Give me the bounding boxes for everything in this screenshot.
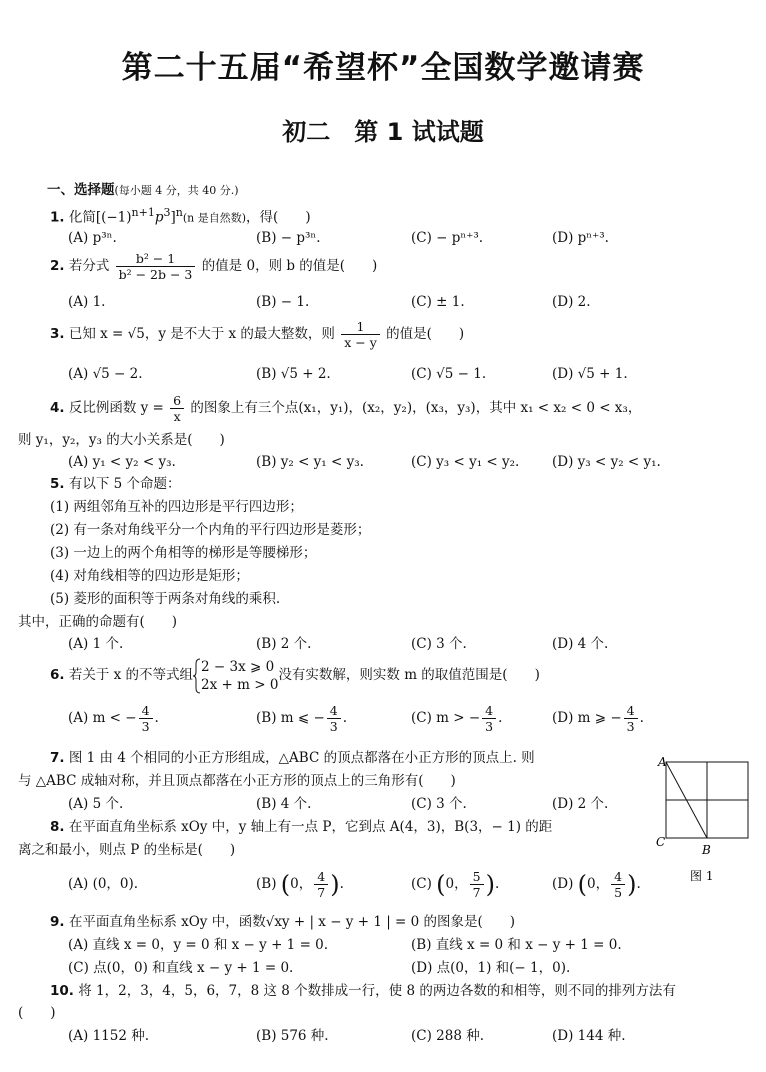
q10-option-c: (C) 288 种. (411, 1028, 485, 1044)
q2-option-b: (B) − 1. (256, 294, 310, 310)
q3-option-a: (A) √5 − 2. (68, 366, 143, 382)
q9-option-c: (C) 点(0，0) 和直线 x − y + 1 = 0. (68, 960, 294, 976)
q10-option-b: (B) 576 种. (256, 1028, 329, 1044)
figure-1 (652, 752, 762, 892)
fraction-numerator: 4 (611, 869, 625, 885)
q8-option-b: (B) (0， $\frac{4}{7}$ ). (256, 869, 344, 900)
q9-option-d: (D) 点(0，1) 和(− 1，0). (411, 960, 571, 976)
option-fraction (624, 703, 638, 734)
figure-caption: 图 1 (690, 869, 714, 883)
q5-item-1: (1) 两组邻角互补的四边形是平行四边形； (50, 499, 303, 515)
fraction-numerator: b² − 1 (116, 251, 196, 267)
q1-text-d: ，得( ) (246, 209, 311, 226)
question-number: 2. (50, 258, 65, 274)
q1-note: (n 是自然数) (182, 211, 247, 225)
exam-subtitle: 初二 第 1 试试题 (282, 118, 484, 146)
q8-line2: 离之和最小，则点 P 的坐标是( ) (18, 842, 236, 858)
q7-option-c: (C) 3 个. (411, 796, 467, 812)
question-1 (50, 203, 311, 229)
question-number: 7. (50, 750, 65, 766)
figure-label-c: C (656, 835, 666, 849)
q7-option-d: (D) 2 个. (552, 796, 609, 812)
q5-ask: 其中，正确的命题有( ) (18, 614, 178, 630)
q6-option-d: (D) m ⩾ − $\frac{4}{3}$ . (552, 703, 644, 734)
question-number: 3. (50, 326, 65, 342)
q1-option-a: (A) p³ⁿ. (68, 230, 117, 246)
q4-line2: 则 y₁，y₂，y₃ 的大小关系是( ) (18, 432, 225, 448)
q1-sup1: n+1 (131, 206, 155, 219)
question-number: 5. (50, 476, 65, 492)
q1-option-c: (C) − pⁿ⁺³. (411, 230, 484, 246)
q7-line1: 图 1 由 4 个相同的小正方形组成，△ABC 的顶点都落在小正方形的顶点上. 则 (68, 750, 535, 766)
fraction-denominator: 3 (626, 719, 635, 734)
q1-option-b: (B) − p³ⁿ. (256, 230, 321, 246)
fraction-denominator: 3 (485, 719, 494, 734)
grid-triangle-figure (652, 752, 762, 888)
q7-option-b: (B) 4 个. (256, 796, 312, 812)
section-note: (每小题 4 分，共 40 分.) (114, 184, 239, 197)
q4-fraction (170, 393, 184, 424)
q10-option-d: (D) 144 种. (552, 1028, 626, 1044)
option-fraction (327, 703, 341, 734)
q1-sup3: n (175, 206, 183, 219)
left-brace-icon (193, 658, 201, 694)
q1-option-d: (D) pⁿ⁺³. (552, 230, 609, 246)
q10-line2: ( ) (18, 1005, 56, 1021)
q6-system (201, 658, 278, 694)
option-fraction (611, 869, 625, 900)
question-7 (50, 748, 535, 768)
question-number: 6. (50, 667, 65, 683)
q2-option-d: (D) 2. (552, 294, 591, 310)
q2-fraction (116, 251, 196, 282)
question-8 (50, 817, 552, 837)
q5-intro: 有以下 5 个命题： (68, 476, 181, 492)
q6-post: 没有实数解，则实数 m 的取值范围是( ) (278, 667, 540, 683)
q7-line2: 与 △ABC 成轴对称，并且顶点都落在小正方形的顶点上的三角形有( ) (18, 773, 456, 789)
option-fraction (139, 703, 153, 734)
question-6 (50, 656, 540, 694)
question-number: 4. (50, 400, 65, 416)
q5-option-c: (C) 3 个. (411, 636, 467, 652)
fraction-denominator: 5 (614, 885, 623, 900)
q3-fraction (341, 319, 380, 350)
q4-option-a: (A) y₁ < y₂ < y₃. (68, 454, 176, 470)
q6-option-c: (C) m > − $\frac{4}{3}$ . (411, 703, 503, 734)
q2-pre: 若分式 (68, 258, 110, 274)
question-9 (50, 912, 515, 932)
q4-option-c: (C) y₃ < y₁ < y₂. (411, 454, 520, 470)
fraction-numerator: 5 (470, 869, 484, 885)
q1-text-a: 化简[(−1) (68, 209, 132, 226)
question-10 (50, 981, 676, 1001)
q4-option-d: (D) y₃ < y₂ < y₁. (552, 454, 661, 470)
exam-title: 第二十五届“希望杯”全国数学邀请赛 (121, 50, 645, 86)
question-2 (50, 250, 377, 282)
q10-line1: 将 1，2，3，4，5，6，7，8 这 8 个数排成一行，使 8 的两边各数的和相等，则不同的排列方法有 (78, 983, 676, 999)
q8-line1: 在平面直角坐标系 xOy 中，y 轴上有一点 P，它到点 A(4，3)，B(3，− 1) 的距 (68, 819, 553, 835)
fraction-numerator: 4 (327, 703, 341, 719)
q6-option-a: (A) m < − $\frac{4}{3}$ . (68, 703, 159, 734)
q6-option-b: (B) m ⩽ − $\frac{4}{3}$ . (256, 703, 348, 734)
option-fraction (482, 703, 496, 734)
fraction-denominator: x − y (344, 335, 377, 350)
fraction-numerator: 4 (314, 869, 328, 885)
fraction-denominator: 7 (317, 885, 326, 900)
q5-option-a: (A) 1 个. (68, 636, 124, 652)
option-text: (A) m < − (68, 710, 137, 726)
q3-option-c: (C) √5 − 1. (411, 366, 487, 382)
q1-text-b: p (154, 209, 164, 226)
q5-option-d: (D) 4 个. (552, 636, 609, 652)
fraction-numerator: 4 (482, 703, 496, 719)
option-fraction (470, 869, 484, 900)
question-number: 10. (50, 983, 74, 999)
option-text: (D) m ⩾ − (552, 710, 622, 726)
option-text: (B) m ⩽ − (256, 710, 325, 726)
q6-row1: 2 − 3x ⩾ 0 (201, 658, 275, 675)
q6-pre: 若关于 x 的不等式组 (68, 667, 194, 683)
q2-post: 的值是 0，则 b 的值是( ) (201, 258, 378, 274)
q6-row2: 2x + m > 0 (201, 676, 279, 693)
question-3 (50, 318, 464, 350)
question-4 (50, 392, 641, 424)
q7-option-a: (A) 5 个. (68, 796, 124, 812)
q4-option-b: (B) y₂ < y₁ < y₃. (256, 454, 364, 470)
q5-item-4: (4) 对角线相等的四边形是矩形； (50, 568, 249, 584)
q9-option-a: (A) 直线 x = 0，y = 0 和 x − y + 1 = 0. (68, 937, 329, 953)
fraction-numerator: 4 (139, 703, 153, 719)
section-label: 一、选择题 (47, 182, 115, 198)
q5-item-5: (5) 菱形的面积等于两条对角线的乘积. (50, 591, 281, 607)
q3-option-d: (D) √5 + 1. (552, 366, 628, 382)
fraction-denominator: 3 (141, 719, 150, 734)
q5-item-3: (3) 一边上的两个角相等的梯形是等腰梯形； (50, 545, 317, 561)
q8-option-a: (A) (0，0). (68, 876, 139, 892)
section-header (47, 180, 239, 201)
option-text: (C) m > − (411, 710, 481, 726)
q3-pre: 已知 x = √5，y 是不大于 x 的最大整数，则 (68, 326, 335, 342)
option-text: (D) (552, 876, 574, 892)
fraction-numerator: 6 (170, 393, 184, 409)
fraction-denominator: 7 (472, 885, 481, 900)
question-number: 8. (50, 819, 65, 835)
q8-option-d: (D) (0， $\frac{4}{5}$ ). (552, 869, 641, 900)
q2-option-a: (A) 1. (68, 294, 106, 310)
q10-option-a: (A) 1152 种. (68, 1028, 150, 1044)
q3-option-b: (B) √5 + 2. (256, 366, 331, 382)
fraction-denominator: b² − 2b − 3 (118, 267, 193, 282)
figure-label-a: A (658, 755, 667, 769)
fraction-denominator: x (173, 409, 181, 424)
q3-post: 的值是( ) (386, 326, 465, 342)
q5-item-2: (2) 有一条对角线平分一个内角的平行四边形是菱形； (50, 522, 371, 538)
q2-option-c: (C) ± 1. (411, 294, 465, 310)
q8-option-c: (C) (0， $\frac{5}{7}$ ). (411, 869, 500, 900)
question-5 (50, 474, 181, 494)
q1-text-c: ] (170, 209, 176, 226)
q9-option-b: (B) 直线 x = 0 和 x − y + 1 = 0. (411, 937, 622, 953)
q9-line1: 在平面直角坐标系 xOy 中，函数√xy + | x − y + 1 | = 0 的图象是( ) (68, 914, 516, 930)
option-text: (C) (411, 876, 432, 892)
question-number: 9. (50, 914, 65, 930)
fraction-numerator: 1 (341, 319, 380, 335)
q4-post: 的图象上有三个点(x₁，y₁)，(x₂，y₂)，(x₃，y₃)，其中 x₁ < x₂ < 0 < x₃， (190, 400, 642, 416)
option-text: (B) (256, 876, 277, 892)
q5-option-b: (B) 2 个. (256, 636, 312, 652)
option-fraction (314, 869, 328, 900)
q4-pre: 反比例函数 y = (68, 400, 164, 416)
fraction-numerator: 4 (624, 703, 638, 719)
fraction-denominator: 3 (329, 719, 338, 734)
figure-label-b: B (702, 843, 711, 857)
q1-sup2: 3 (163, 206, 171, 219)
question-number: 1. (50, 209, 65, 226)
